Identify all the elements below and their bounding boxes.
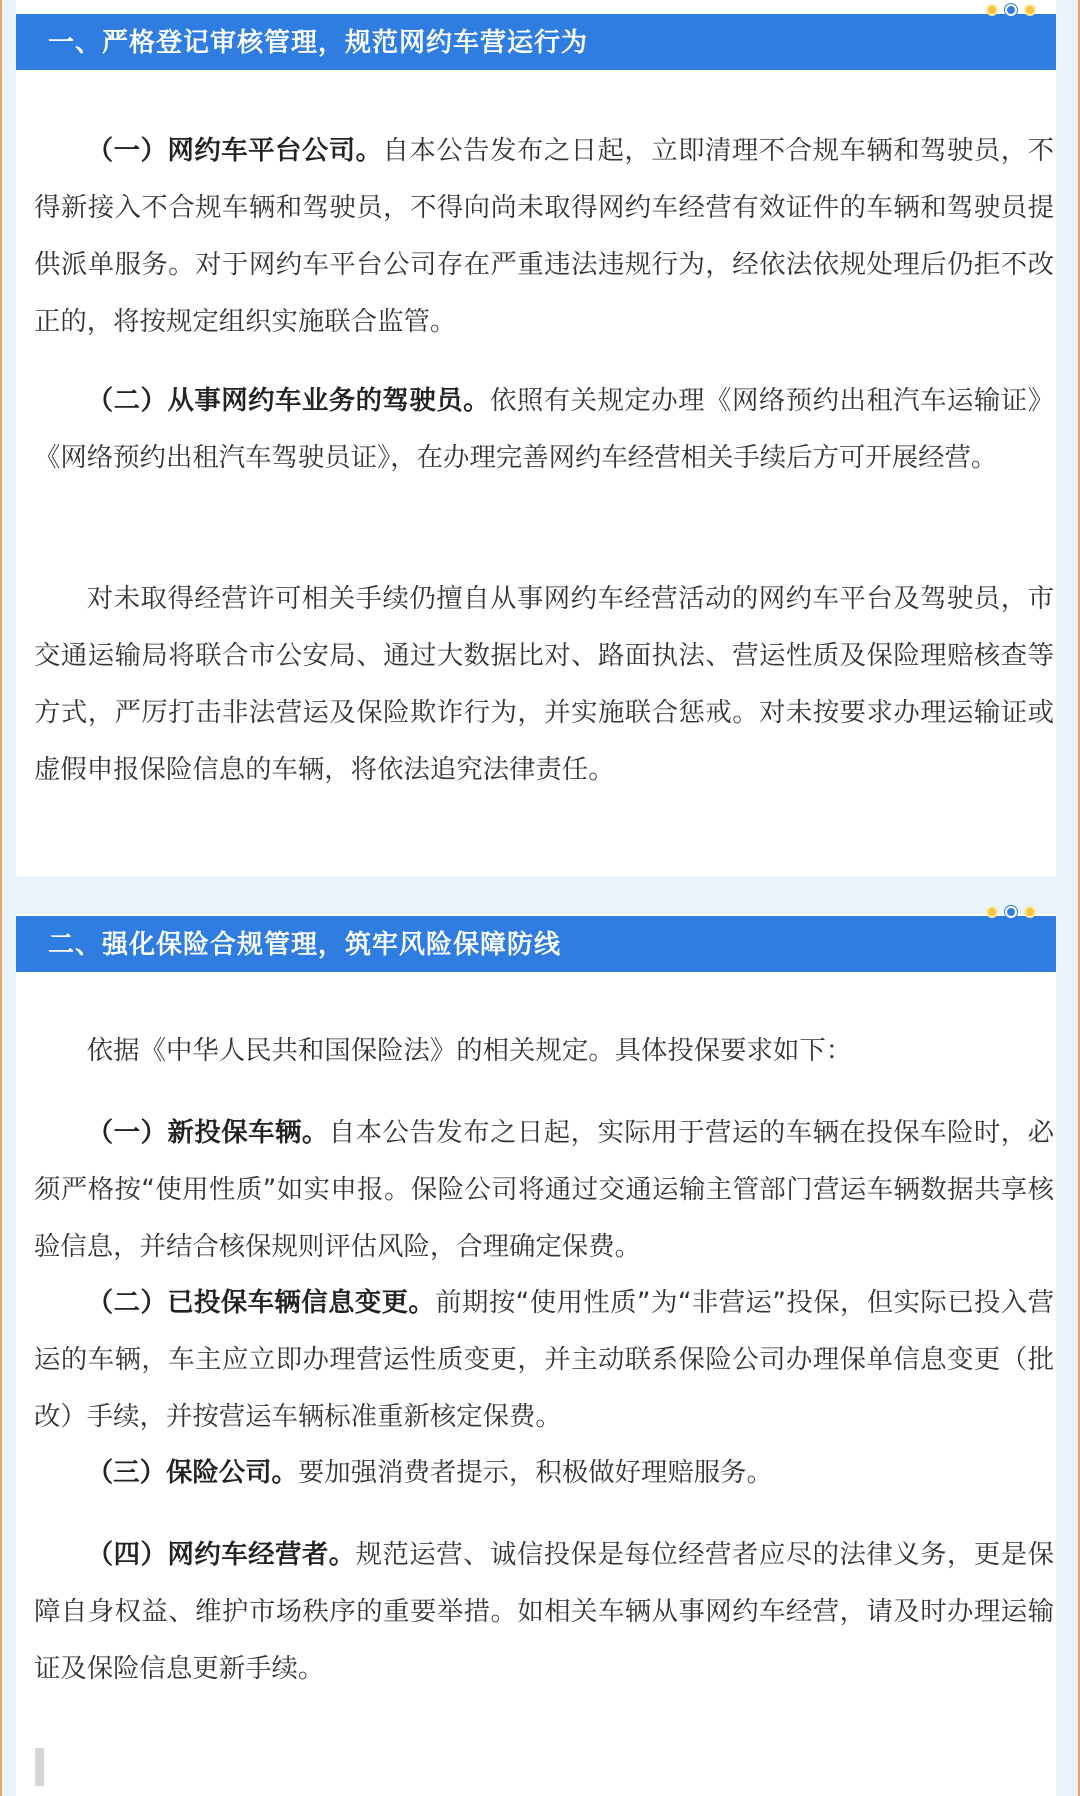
section-header: [16, 14, 1056, 70]
text-cursor-bar: [35, 1748, 44, 1786]
paragraph: [34, 372, 1054, 486]
paragraph-lead: （四）网约车经营者。: [86, 1539, 356, 1570]
section-title: 二、强化保险合规管理，筑牢风险保障防线: [48, 930, 562, 960]
paragraph: [34, 1274, 1054, 1445]
paragraph-lead: （一）新投保车辆。: [86, 1117, 329, 1148]
paragraph-text: 自本公告发布之日起，实际用于营运的车辆在投保车险时，必须严格按“使用性质”如实申报。保险公司将通过交通运输主管部门营运车辆数据共享核验信息，并结合核保规则评估风险，合理确定保费。: [34, 1117, 1055, 1262]
dot-icon: [986, 4, 998, 16]
section-title: 一、严格登记审核管理，规范网约车营运行为: [48, 28, 589, 58]
section-registration-review: [16, 0, 1056, 876]
paragraph: [34, 1022, 1054, 1079]
dot-icon: [1024, 4, 1036, 16]
paragraph-text: 自本公告发布之日起，立即清理不合规车辆和驾驶员，不得新接入不合规车辆和驾驶员，不得向尚未取得网约车经营有效证件的车辆和驾驶员提供派单服务。对于网约车平台公司存在严重违法违规行为，经依法依规处理后仍拒不改正的，将按规定组织实施联合监管。: [34, 135, 1055, 337]
paragraph-text: 前期按“使用性质”为“非营运”投保，但实际已投入营运的车辆，车主应立即办理营运性质变更，并主动联系保险公司办理保单信息变更（批改）手续，并按营运车辆标准重新核定保费。: [34, 1287, 1055, 1432]
dot-icon: [986, 906, 998, 918]
section-insurance-compliance: [16, 914, 1056, 1796]
dot-icon: [1024, 906, 1036, 918]
decorative-dots: [986, 904, 1036, 920]
paragraph: [34, 570, 1054, 798]
dot-icon: [1005, 4, 1017, 16]
paragraph-lead: （二）从事网约车业务的驾驶员。: [86, 385, 491, 416]
paragraph-text: 规范运营、诚信投保是每位经营者应尽的法律义务，更是保障自身权益、维护市场秩序的重要举措。如相关车辆从事网约车经营，请及时办理运输证及保险信息更新手续。: [34, 1539, 1055, 1684]
paragraph: [34, 1526, 1054, 1697]
paragraph: [34, 122, 1054, 350]
paragraph-text: 对未取得经营许可相关手续仍擅自从事网约车经营活动的网约车平台及驾驶员，市交通运输局将联合市公安局、通过大数据比对、路面执法、营运性质及保险理赔核查等方式，严厉打击非法营运及保险欺诈行为，并实施联合惩戒。对未按要求办理运输证或虚假申报保险信息的车辆，将依法追究法律责任。: [34, 583, 1054, 785]
paragraph-lead: （二）已投保车辆信息变更。: [86, 1287, 436, 1318]
paragraph-lead: （三）保险公司。: [86, 1457, 298, 1488]
paragraph: [34, 1104, 1054, 1275]
paragraph: [34, 1444, 1054, 1501]
decorative-dots: [986, 2, 1036, 18]
section-header: [16, 916, 1056, 972]
dot-icon: [1005, 906, 1017, 918]
paragraph-text: 依据《中华人民共和国保险法》的相关规定。具体投保要求如下：: [86, 1035, 853, 1066]
paragraph-lead: （一）网约车平台公司。: [86, 135, 383, 166]
paragraph-text: 依照有关规定办理《网络预约出租汽车运输证》《网络预约出租汽车驾驶员证》，在办理完善网约车经营相关手续后方可开展经营。: [34, 385, 1055, 473]
paragraph-text: 要加强消费者提示，积极做好理赔服务。: [297, 1457, 773, 1488]
